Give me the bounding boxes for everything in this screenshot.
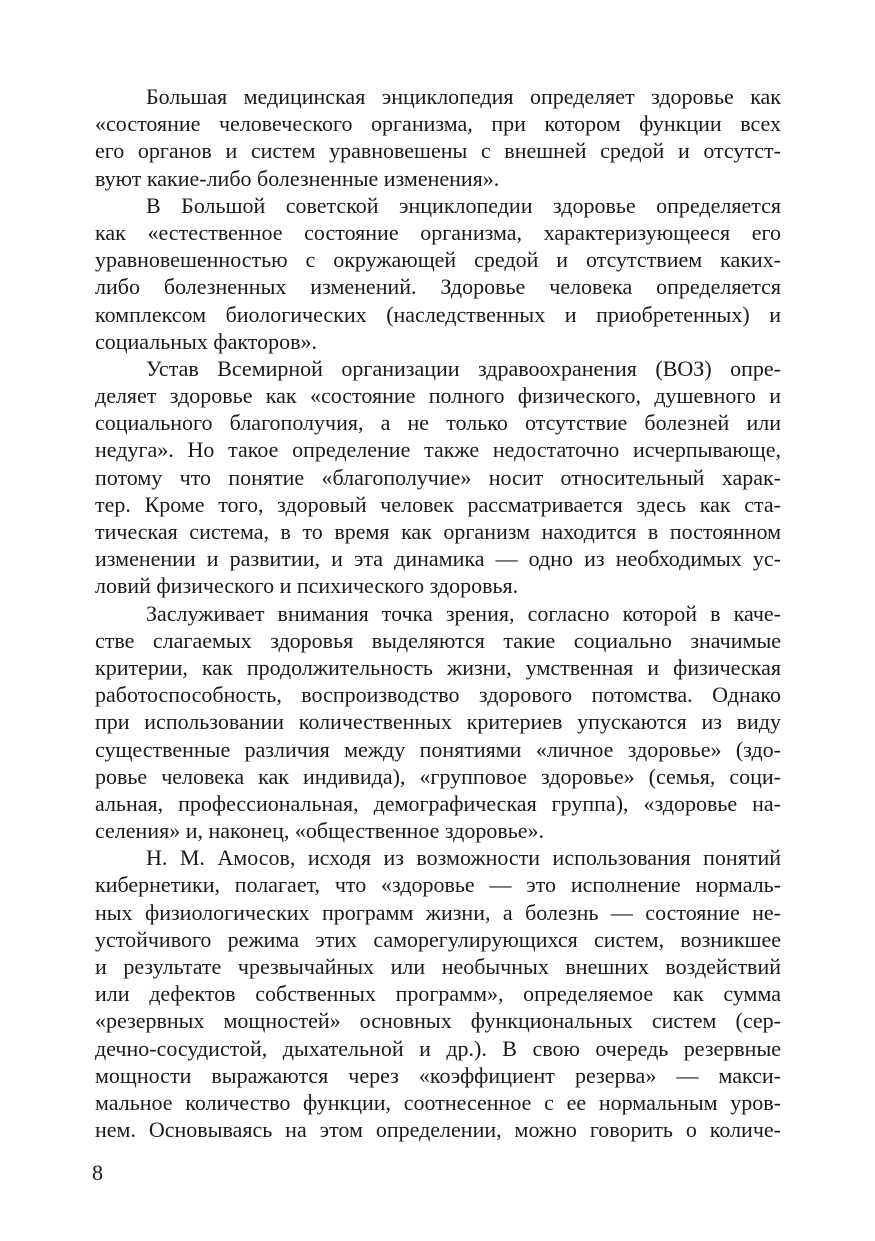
text-line: существенные различия между понятиями «личное здоровье» (здо- xyxy=(95,736,781,762)
text-line: селения» и, наконец, «общественное здоровье». xyxy=(95,818,545,844)
text-line: Устав Всемирной организации здравоохранения (ВОЗ) опре- xyxy=(146,355,781,381)
text-line: комплексом биологических (наследственных и приобретенных) и xyxy=(95,301,781,327)
text-line: как «естественное состояние организма, характеризующееся его xyxy=(95,219,781,245)
text-line: недуга». Но такое определение также недостаточно исчерпывающе, xyxy=(95,437,781,463)
text-line: дечно-сосудистой, дыхательной и др.). В свою очередь резервные xyxy=(95,1035,781,1061)
text-line: ровье человека как индивида), «групповое здоровье» (семья, соци- xyxy=(95,763,781,789)
body-text xyxy=(95,83,781,1143)
text-line: альная, профессиональная, демографическая группа), «здоровье на- xyxy=(95,790,781,816)
text-line: В Большой советской энциклопедии здоровье определяется xyxy=(146,192,781,218)
text-line: и результате чрезвычайных или необычных внешних воздействий xyxy=(95,954,781,979)
paragraph xyxy=(95,83,781,192)
text-line: тическая система, в то время как организм находится в постоянном xyxy=(95,519,781,544)
text-line: Большая медицинская энциклопедия определяет здоровье как xyxy=(146,84,781,109)
text-line: тер. Кроме того, здоровый человек рассматривается здесь как ста- xyxy=(95,491,781,517)
text-line: социальных факторов». xyxy=(95,328,317,354)
paragraph xyxy=(95,355,781,600)
text-line: социального благополучия, а не только отсутствие болезней или xyxy=(95,410,781,436)
text-line: кибернетики, полагает, что «здоровье — это исполнение нормаль- xyxy=(95,872,781,898)
text-line: деляет здоровье как «состояние полного физического, душевного и xyxy=(95,383,781,409)
text-line: критерии, как продолжительность жизни, умственная и физическая xyxy=(95,654,781,680)
page-number: 8 xyxy=(92,1160,103,1185)
text-line: его органов и систем уравновешены с внешней средой и отсутст- xyxy=(95,138,781,164)
text-line: нем. Основываясь на этом определении, можно говорить о количе- xyxy=(95,1117,781,1143)
text-line: или дефектов собственных программ», определяемое как сумма xyxy=(95,981,781,1007)
text-line: устойчивого режима этих саморегулирующихся систем, возникшее xyxy=(95,926,781,952)
text-line: стве слагаемых здоровья выделяются такие социально значимые xyxy=(95,627,781,653)
text-line: мальное количество функции, соотнесенное с ее нормальным уров- xyxy=(95,1089,781,1115)
text-line: вуют какие-либо болезненные изменения». xyxy=(95,165,500,191)
text-line: «резервных мощностей» основных функциональных систем (сер- xyxy=(95,1008,781,1034)
text-line: работоспособность, воспроизводство здорового потомства. Однако xyxy=(95,682,781,708)
text-line: потому что понятие «благополучие» носит относительный харак- xyxy=(95,464,781,490)
text-line: ловий физического и психического здоровья. xyxy=(95,573,519,599)
text-line: изменении и развитии, и эта динамика — одно из необходимых ус- xyxy=(95,546,781,572)
paragraph xyxy=(95,192,781,355)
text-line: Заслуживает внимания точка зрения, согласно которой в каче- xyxy=(146,600,781,626)
text-line: мощности выражаются через «коэффициент резерва» — макси- xyxy=(95,1062,781,1088)
text-line: Н. М. Амосов, исходя из возможности использования понятий xyxy=(146,845,781,871)
text-line: уравновешенностью с окружающей средой и отсутствием каких- xyxy=(95,247,781,273)
text-line: «состояние человеческого организма, при котором функции всех xyxy=(95,111,781,137)
text-line: либо болезненных изменений. Здоровье человека определяется xyxy=(95,274,781,300)
paragraph xyxy=(95,600,781,845)
paragraph xyxy=(95,844,781,1143)
text-line: при использовании количественных критериев упускаются из виду xyxy=(95,709,781,735)
text-line: ных физиологических программ жизни, а болезнь — состояние не- xyxy=(95,899,781,925)
